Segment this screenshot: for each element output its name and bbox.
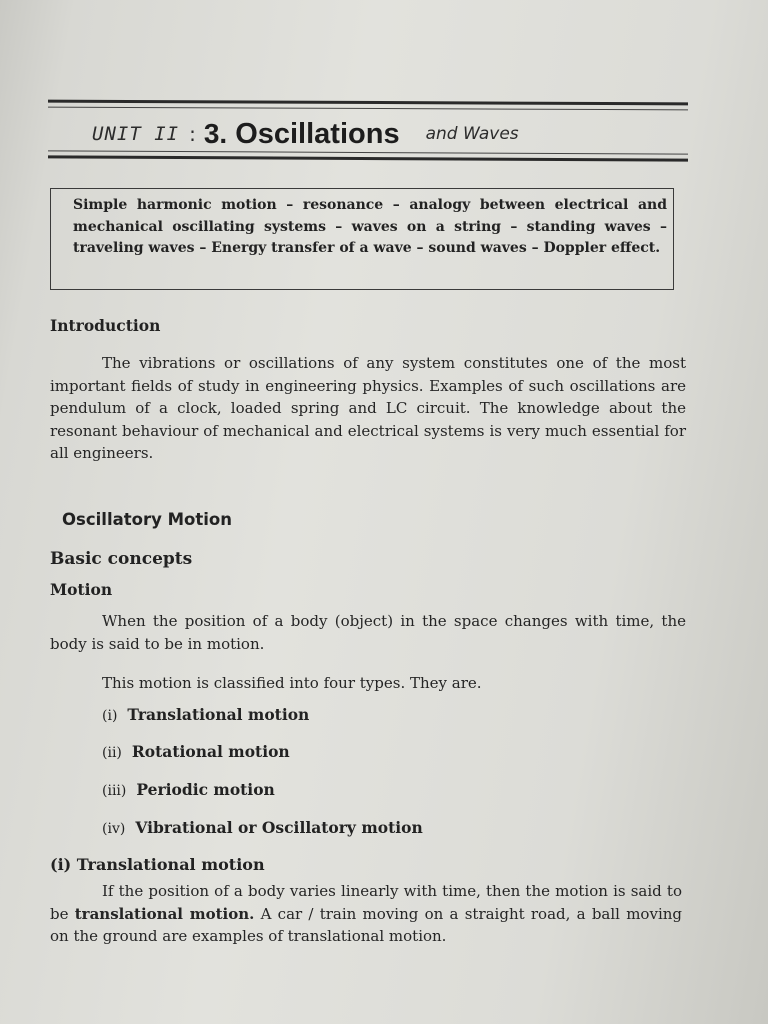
introduction-text: The vibrations or oscillations of any system constitutes one of the most important fields of study in engineering physics. Examples of such oscillations are pendulum of a clock, loaded spring and LC circuit. The knowledge about the resonant behaviour of mechanical and electrical systems is very much essential for all engineers. bbox=[50, 354, 686, 462]
introduction-paragraph bbox=[50, 352, 686, 465]
motion-heading: Motion bbox=[50, 580, 113, 599]
classification-line bbox=[102, 672, 682, 695]
translational-bold-term: translational motion. bbox=[74, 904, 255, 923]
translational-paragraph bbox=[50, 880, 682, 948]
header-colon: : bbox=[189, 122, 196, 146]
motion-type-2-num: (ii) bbox=[102, 745, 122, 761]
translational-text-1: If the position of a body varies linearly with time, then the motion is said to be bbox=[50, 882, 682, 923]
motion-paragraph bbox=[50, 610, 686, 655]
classification-text: This motion is classified into four types. They are. bbox=[102, 674, 482, 692]
motion-type-2-label: Rotational motion bbox=[131, 742, 290, 761]
motion-type-3 bbox=[102, 780, 275, 799]
handwritten-tail: and Waves bbox=[425, 124, 519, 144]
motion-type-3-num: (iii) bbox=[102, 783, 127, 799]
header-rule-top-thin bbox=[48, 107, 688, 111]
motion-type-1 bbox=[102, 705, 309, 724]
motion-type-4-label: Vibrational or Oscillatory motion bbox=[135, 818, 423, 837]
basic-concepts-heading: Basic concepts bbox=[50, 549, 193, 569]
translational-heading: (i) Translational motion bbox=[50, 855, 265, 874]
motion-type-1-label: Translational motion bbox=[127, 705, 310, 724]
motion-type-4-num: (iv) bbox=[102, 821, 126, 837]
motion-text: When the position of a body (object) in the space changes with time, the body is said to be in motion. bbox=[50, 612, 686, 653]
motion-type-3-label: Periodic motion bbox=[136, 780, 275, 799]
translational-text-2: A car / train moving on a straight road, a ball moving on the ground are examples of translational motion. bbox=[50, 904, 683, 945]
motion-type-4 bbox=[102, 818, 423, 837]
header-rule-bottom bbox=[48, 155, 688, 161]
chapter-title: Oscillations bbox=[235, 117, 400, 150]
motion-type-1-num: (i) bbox=[102, 708, 118, 724]
header-rule-top bbox=[48, 100, 688, 106]
introduction-heading: Introduction bbox=[50, 316, 161, 335]
oscillatory-motion-heading: Oscillatory Motion bbox=[62, 510, 232, 529]
chapter-number: 3. bbox=[203, 118, 228, 149]
syllabus-box: Simple harmonic motion – resonance – analogy between electrical and mechanical oscillating systems – waves on a string – standing waves – traveling waves – Energy transfer of a wave – sound waves – Doppler effect. bbox=[50, 188, 674, 290]
motion-type-2 bbox=[102, 742, 290, 761]
unit-handwritten: UNIT II bbox=[92, 123, 180, 145]
chapter-header bbox=[92, 112, 692, 156]
